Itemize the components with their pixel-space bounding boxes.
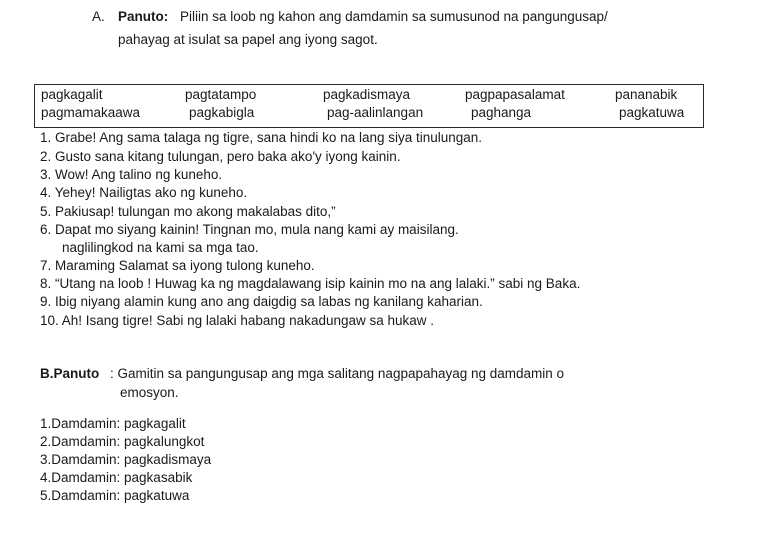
part-a-instruction-line1: Piliin sa loob ng kahon ang damdamin sa sumusunod na pangungusap/ <box>180 9 608 24</box>
list-item: 5.Damdamin: pagkatuwa <box>40 488 190 503</box>
word-choice: paghanga <box>471 105 532 120</box>
list-item: 5. Pakiusap! tulungan mo akong makalabas dito,” <box>40 204 336 219</box>
part-a-letter: A. <box>92 9 105 24</box>
list-item: 2.Damdamin: pagkalungkot <box>40 434 205 449</box>
part-a-instruction-line2: pahayag at isulat sa papel ang iyong sagot. <box>118 32 378 47</box>
word-choice: pagmamakaawa <box>41 105 141 120</box>
list-item: 2. Gusto sana kitang tulungan, pero baka ako'y iyong kainin. <box>40 149 401 164</box>
list-item: 4. Yehey! Nailigtas ako ng kuneho. <box>40 185 248 200</box>
list-item: 7. Maraming Salamat sa iyong tulong kuneho. <box>40 258 315 273</box>
list-item: 10. Ah! Isang tigre! Sabi ng lalaki habang nakadungaw sa hukaw . <box>40 313 435 328</box>
word-choice: pagpapasalamat <box>465 87 565 102</box>
list-item: 6. Dapat mo siyang kainin! Tingnan mo, mula nang kami ay maisilang. <box>40 222 459 237</box>
list-item: 1. Grabe! Ang sama talaga ng tigre, sana hindi ko na lang siya tinulungan. <box>40 130 483 145</box>
list-item: 3. Wow! Ang talino ng kuneho. <box>40 167 223 182</box>
part-b-instruction-line1: : Gamitin sa pangungusap ang mga salitang nagpapahayag ng damdamin o <box>110 366 565 381</box>
list-item: 9. Ibig niyang alamin kung ano ang daigdig sa labas ng kanilang kaharian. <box>40 294 483 309</box>
word-choice: pagtatampo <box>185 87 257 102</box>
part-b-instruction-line2: emosyon. <box>120 385 179 400</box>
part-b-instruction-label: B.Panuto <box>40 366 100 381</box>
list-item: 3.Damdamin: pagkadismaya <box>40 452 212 467</box>
list-item: 8. “Utang na loob ! Huwag ka ng magdalawang isip kainin mo na ang lalaki.” sabi ng Baka. <box>40 276 581 291</box>
word-choice: pagkagalit <box>41 87 103 102</box>
part-a-instruction-label: Panuto: <box>118 9 169 24</box>
word-choice: pagkatuwa <box>619 105 685 120</box>
list-item: 4.Damdamin: pagkasabik <box>40 470 193 485</box>
word-choice: pagkadismaya <box>323 87 411 102</box>
word-choice: pagkabigla <box>189 105 255 120</box>
word-choice: pananabik <box>615 87 678 102</box>
word-choice: pag-aalinlangan <box>327 105 424 120</box>
list-item-continuation: naglilingkod na kami sa mga tao. <box>62 240 259 255</box>
list-item: 1.Damdamin: pagkagalit <box>40 416 186 431</box>
word-choice-box <box>34 84 704 128</box>
